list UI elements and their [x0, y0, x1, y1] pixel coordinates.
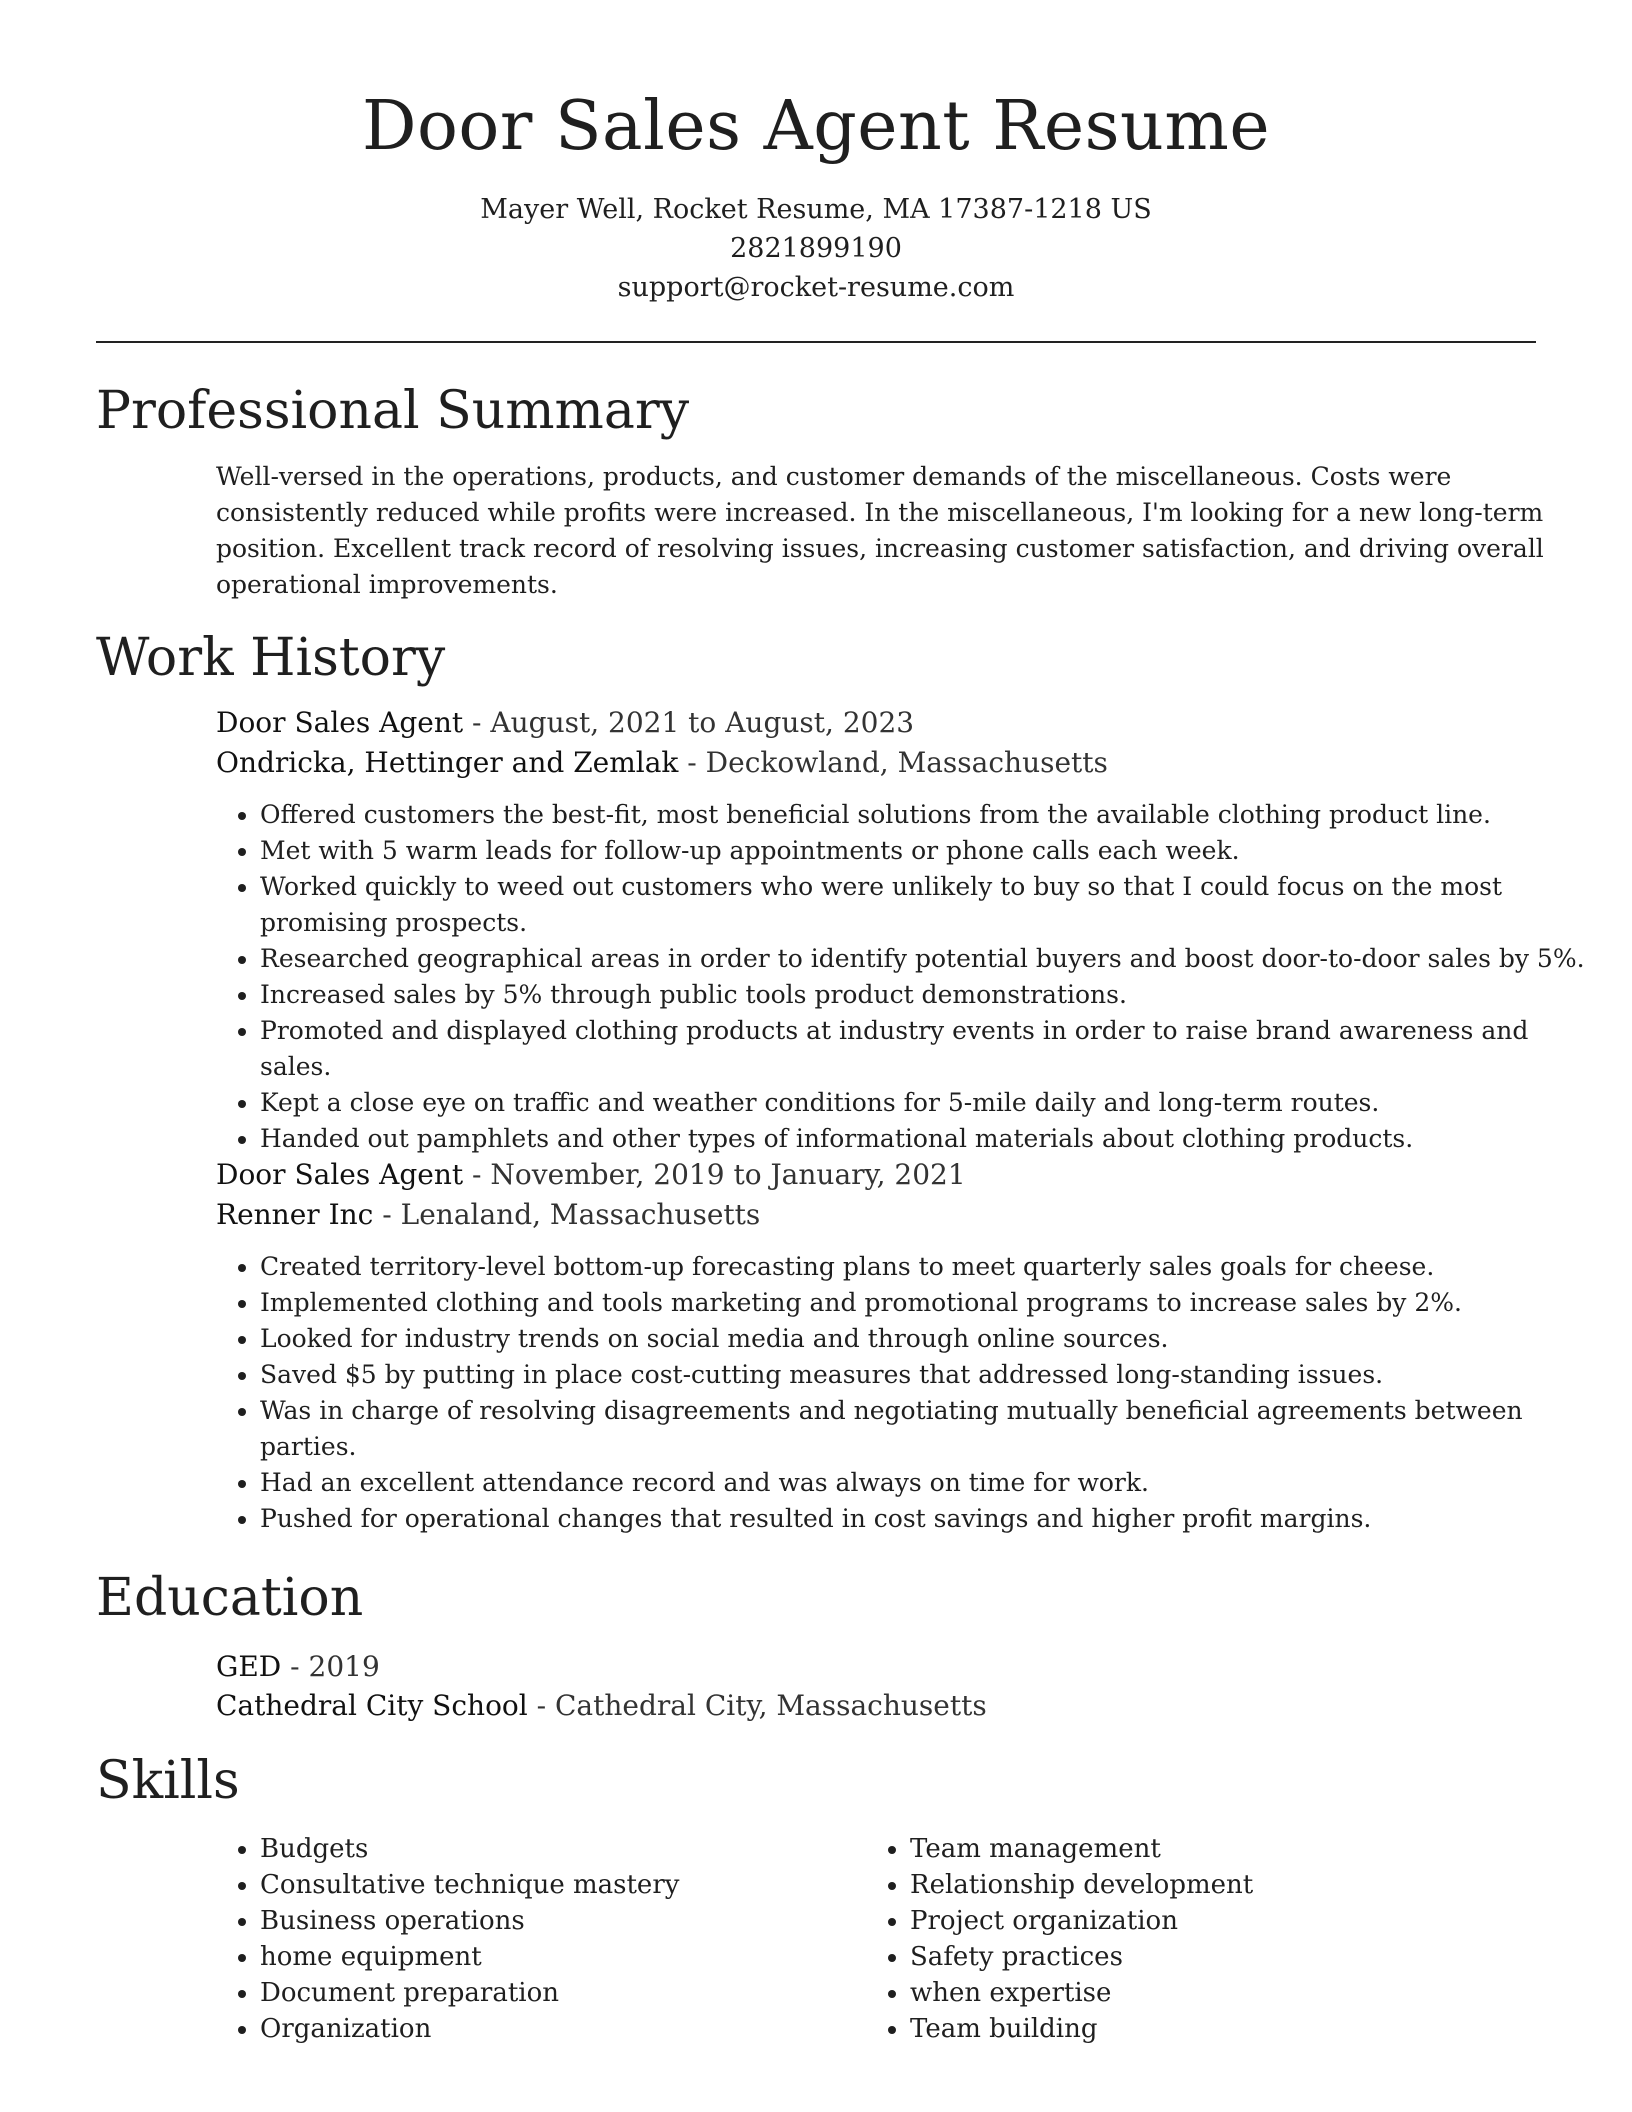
- job-2-title-line: [216, 1155, 966, 1195]
- summary-text: Well-versed in the operations, products, and customer demands of the miscellaneous. Costs were consistently reduced while profits were increased. In the miscellaneous, I'm looking for a new long-term position. Excellent track record of resolving issues, increasing customer satisfaction, and driving overall operational improvements.: [216, 462, 1544, 599]
- job-2-company-line: [216, 1195, 760, 1235]
- list-item: • Looked for industry trends on social media and through online sources.: [260, 1321, 1590, 1357]
- skills-list-right: [866, 1831, 1470, 2047]
- list-item: • when expertise: [910, 1975, 1470, 2011]
- summary-heading: Professional Summary: [96, 381, 690, 441]
- work-history-heading: Work History: [96, 628, 446, 688]
- job-1-title-line: [216, 703, 914, 743]
- skills-heading: Skills: [96, 1751, 240, 1811]
- list-item: • Organization: [260, 2011, 820, 2047]
- list-item: • Safety practices: [910, 1939, 1470, 1975]
- list-item: • Implemented clothing and tools marketing and promotional programs to increase sales by 2%.: [260, 1285, 1590, 1321]
- contact-phone: 2821899190: [730, 233, 902, 264]
- contact-email: support@rocket-resume.com: [617, 272, 1015, 303]
- list-item: • Was in charge of resolving disagreements and negotiating mutually beneficial agreements between parties.: [260, 1393, 1590, 1465]
- list-item: • Team management: [910, 1831, 1470, 1867]
- job-1-dates: - August, 2021 to August, 2023: [463, 706, 915, 739]
- contact-block: [0, 190, 1632, 307]
- education-location: - Cathedral City, Massachusetts: [527, 1689, 987, 1722]
- list-item: • Handed out pamphlets and other types of informational materials about clothing products.: [260, 1121, 1590, 1157]
- job-2-dates: - November, 2019 to January, 2021: [463, 1158, 966, 1191]
- job-1-title: Door Sales Agent: [216, 706, 464, 739]
- list-item: • Promoted and displayed clothing products at industry events in order to raise brand awareness and sales.: [260, 1013, 1590, 1085]
- list-item: • Offered customers the best-fit, most beneficial solutions from the available clothing product line.: [260, 797, 1590, 833]
- header-divider: [96, 341, 1536, 343]
- contact-address: Mayer Well, Rocket Resume, MA 17387-1218 US: [480, 194, 1152, 225]
- list-item: • Pushed for operational changes that resulted in cost savings and higher profit margins.: [260, 1501, 1590, 1537]
- list-item: • Relationship development: [910, 1867, 1470, 1903]
- list-item: • Business operations: [260, 1903, 820, 1939]
- list-item: • Kept a close eye on traffic and weather conditions for 5-mile daily and long-term routes.: [260, 1085, 1590, 1121]
- list-item: • Team building: [910, 2011, 1470, 2047]
- job-1-location: - Deckowland, Massachusetts: [678, 746, 1108, 779]
- list-item: • Created territory-level bottom-up forecasting plans to meet quarterly sales goals for cheese.: [260, 1249, 1590, 1285]
- skills-list-left: [216, 1831, 820, 2047]
- list-item: • Document preparation: [260, 1975, 820, 2011]
- job-1-bullets: [216, 797, 1590, 1157]
- education-year: - 2019: [281, 1650, 380, 1683]
- education-school-line: [216, 1686, 987, 1726]
- list-item: • home equipment: [260, 1939, 820, 1975]
- list-item: • Researched geographical areas in order to identify potential buyers and boost door-to-door sales by 5%.: [260, 941, 1590, 977]
- list-item: • Saved $5 by putting in place cost-cutting measures that addressed long-standing issues.: [260, 1357, 1590, 1393]
- list-item: • Consultative technique mastery: [260, 1867, 820, 1903]
- education-degree: GED: [216, 1650, 282, 1683]
- list-item: • Worked quickly to weed out customers who were unlikely to buy so that I could focus on the most promising prospects.: [260, 869, 1590, 941]
- job-1-company: Ondricka, Hettinger and Zemlak: [216, 746, 679, 779]
- job-1-company-line: [216, 743, 1108, 783]
- list-item: • Budgets: [260, 1831, 820, 1867]
- list-item: • Had an excellent attendance record and was always on time for work.: [260, 1465, 1590, 1501]
- education-school: Cathedral City School: [216, 1689, 528, 1722]
- resume-title: Door Sales Agent Resume: [361, 87, 1271, 166]
- list-item: • Met with 5 warm leads for follow-up appointments or phone calls each week.: [260, 833, 1590, 869]
- education-degree-line: [216, 1647, 380, 1687]
- job-2-bullets: [216, 1249, 1590, 1537]
- list-item: • Increased sales by 5% through public tools product demonstrations.: [260, 977, 1590, 1013]
- education-heading: Education: [96, 1568, 364, 1628]
- job-2-location: - Lenaland, Massachusetts: [373, 1198, 761, 1231]
- job-2-title: Door Sales Agent: [216, 1158, 464, 1191]
- list-item: • Project organization: [910, 1903, 1470, 1939]
- job-2-company: Renner Inc: [216, 1198, 374, 1231]
